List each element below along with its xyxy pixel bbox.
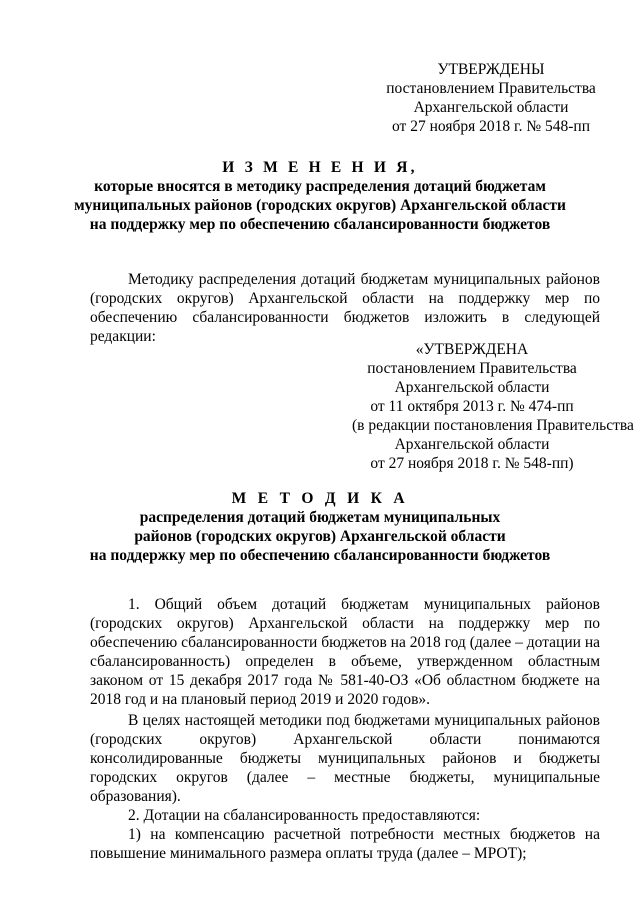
body-section bbox=[90, 595, 600, 863]
approval-stamp bbox=[376, 60, 606, 136]
second-approval-line-5: (в редакции постановления Правительства bbox=[352, 417, 634, 434]
second-approval-line-1: «УТВЕРЖДЕНА bbox=[415, 341, 529, 358]
second-approval-line-2: постановлением Правительства bbox=[367, 360, 577, 377]
approval-line-4: от 27 ноября 2018 г. № 548-пп bbox=[392, 118, 590, 135]
method-title-line-3: на поддержку мер по обеспечению сбалансированности бюджетов bbox=[89, 547, 551, 564]
second-approval-line-7: от 27 ноября 2018 г. № 548-пп) bbox=[370, 455, 574, 472]
changes-heading: И З М Е Н Е Н И Я, bbox=[222, 159, 418, 176]
second-approval-line-4: от 11 октября 2013 г. № 474-пп bbox=[370, 398, 574, 415]
changes-title-line-1: которые вносятся в методику распределения дотаций бюджетам bbox=[94, 178, 546, 195]
method-heading: М Е Т О Д И К А bbox=[231, 490, 409, 507]
body-paragraph-4: 1) на компенсацию расчетной потребности местных бюджетов на повышение минимального размера оплаты труда (далее – МРОТ); bbox=[90, 826, 600, 862]
method-title bbox=[60, 489, 580, 565]
intro-paragraph: Методику распределения дотаций бюджетам муниципальных районов (городских округов) Архангельской области на поддержку мер по обеспечению сбалансированности бюджетов изложить в следующей редакции: bbox=[90, 271, 600, 345]
approval-line-2: постановлением Правительства bbox=[386, 80, 596, 97]
changes-title-line-3: на поддержку мер по обеспечению сбалансированности бюджетов bbox=[89, 216, 551, 233]
body-paragraph-2: В целях настоящей методики под бюджетами муниципальных районов (городских округов) Архангельской области понимаются консолидированные бюджеты муниципальных районов и бюджеты городских округов (далее – местные бюджеты, муниципальные образования). bbox=[90, 712, 600, 805]
second-approval-line-6: Архангельской области bbox=[394, 436, 550, 453]
changes-title bbox=[60, 158, 580, 234]
changes-title-line-2: муниципальных районов (городских округов) Архангельской области bbox=[74, 197, 566, 214]
method-title-line-1: распределения дотаций бюджетам муниципальных bbox=[139, 509, 501, 526]
approval-line-3: Архангельской области bbox=[413, 99, 569, 116]
method-title-line-2: районов (городских округов) Архангельской области bbox=[134, 528, 506, 545]
body-paragraph-1: 1. Общий объем дотаций бюджетам муниципальных районов (городских округов) Архангельской области на поддержку мер по обеспечению сбалансированности бюджетов на 2018 год (далее – дотации на сбалансированность) определен в объеме, утвержденном областным законом от 15 декабря 2017 года № 581-40-ОЗ «Об областном бюджете на 2018 год и на плановый период 2019 и 2020 годов». bbox=[90, 596, 600, 708]
second-approval-stamp bbox=[352, 340, 634, 473]
approval-line-1: УТВЕРЖДЕНЫ bbox=[437, 61, 545, 78]
second-approval-line-3: Архангельской области bbox=[394, 379, 550, 396]
intro-section bbox=[90, 270, 600, 346]
body-paragraph-3: 2. Дотации на сбалансированность предоставляются: bbox=[128, 807, 481, 824]
